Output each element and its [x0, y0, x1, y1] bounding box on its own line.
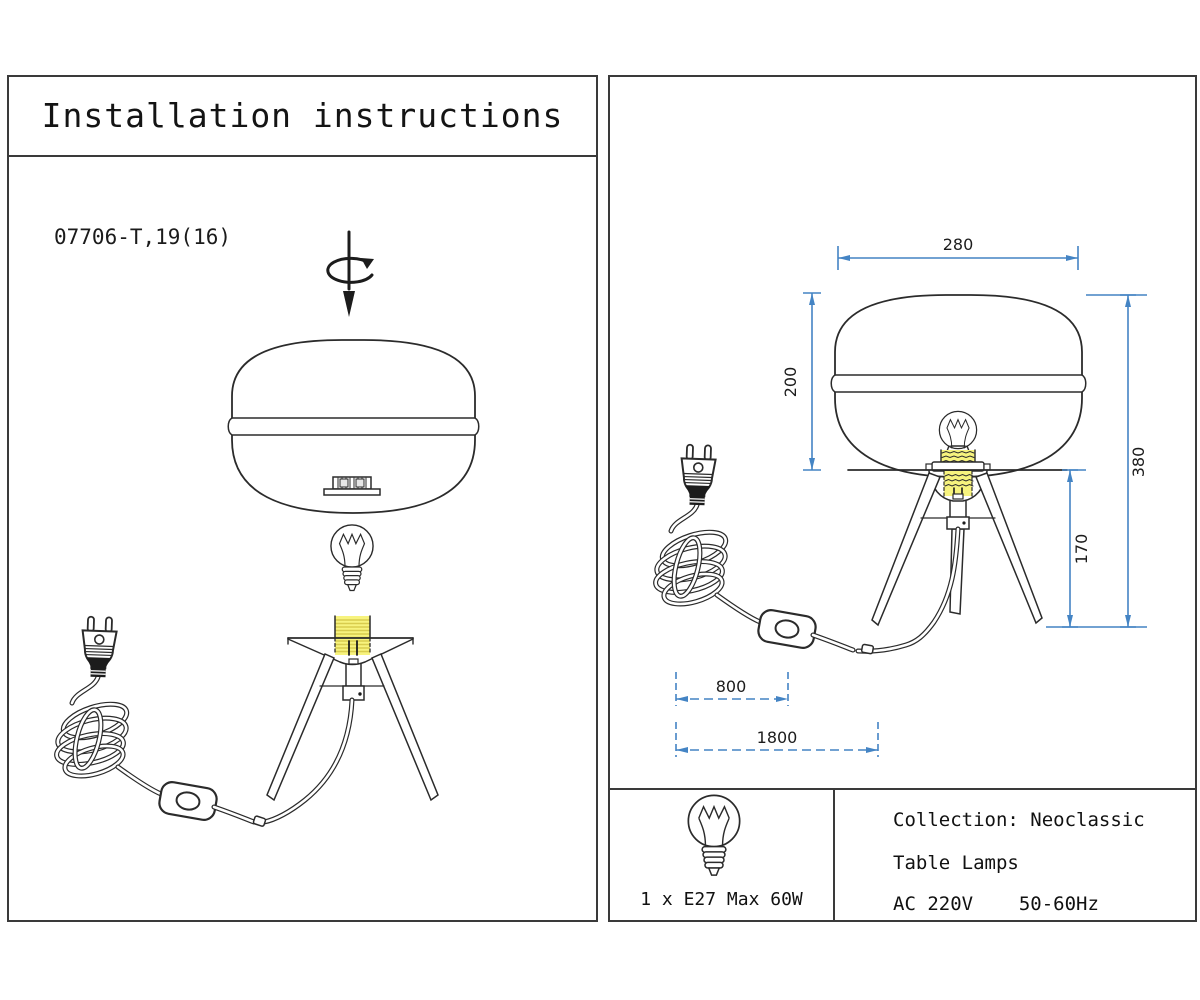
cord-assembly: [54, 616, 254, 822]
dim-label-200: 200: [781, 366, 800, 398]
light-bulb-icon: [331, 525, 373, 591]
tripod-base: [264, 616, 438, 822]
collection-line: Collection: Neoclassic: [893, 809, 1145, 831]
type-line: Table Lamps: [893, 852, 1019, 874]
bulb-spec-text: 1 x E27 Max 60W: [640, 889, 803, 910]
power-line: AC 220V 50-60Hz: [893, 893, 1099, 915]
dim-label-800: 800: [715, 677, 747, 696]
tripod-leg: [872, 473, 940, 625]
bulb-spec-icon: [688, 795, 739, 875]
shade-socket-fitting: [324, 477, 380, 495]
exploded-view: [54, 232, 479, 827]
cord-connector: [861, 644, 873, 654]
cord-connector: [253, 816, 266, 827]
dim-label-280: 280: [942, 235, 974, 254]
dim-label-380: 380: [1129, 446, 1148, 478]
screw-rotation-icon: [328, 232, 374, 317]
assembled-lamp: [653, 295, 1086, 654]
dimension-lines: [676, 235, 1148, 757]
lamp-shade-assembled: [831, 295, 1086, 477]
dim-label-170: 170: [1072, 533, 1091, 565]
cord-assembly: [653, 444, 853, 650]
lamp-shade: [228, 340, 479, 513]
socket-lower: [944, 471, 973, 497]
dim-label-1800: 1800: [756, 728, 798, 747]
light-bulb-icon: [939, 411, 976, 448]
tripod-leg: [976, 473, 1042, 623]
model-number: 07706-T,19(16): [54, 225, 232, 249]
dimension-200: [803, 293, 821, 470]
page-title: Installation instructions: [9, 77, 596, 157]
